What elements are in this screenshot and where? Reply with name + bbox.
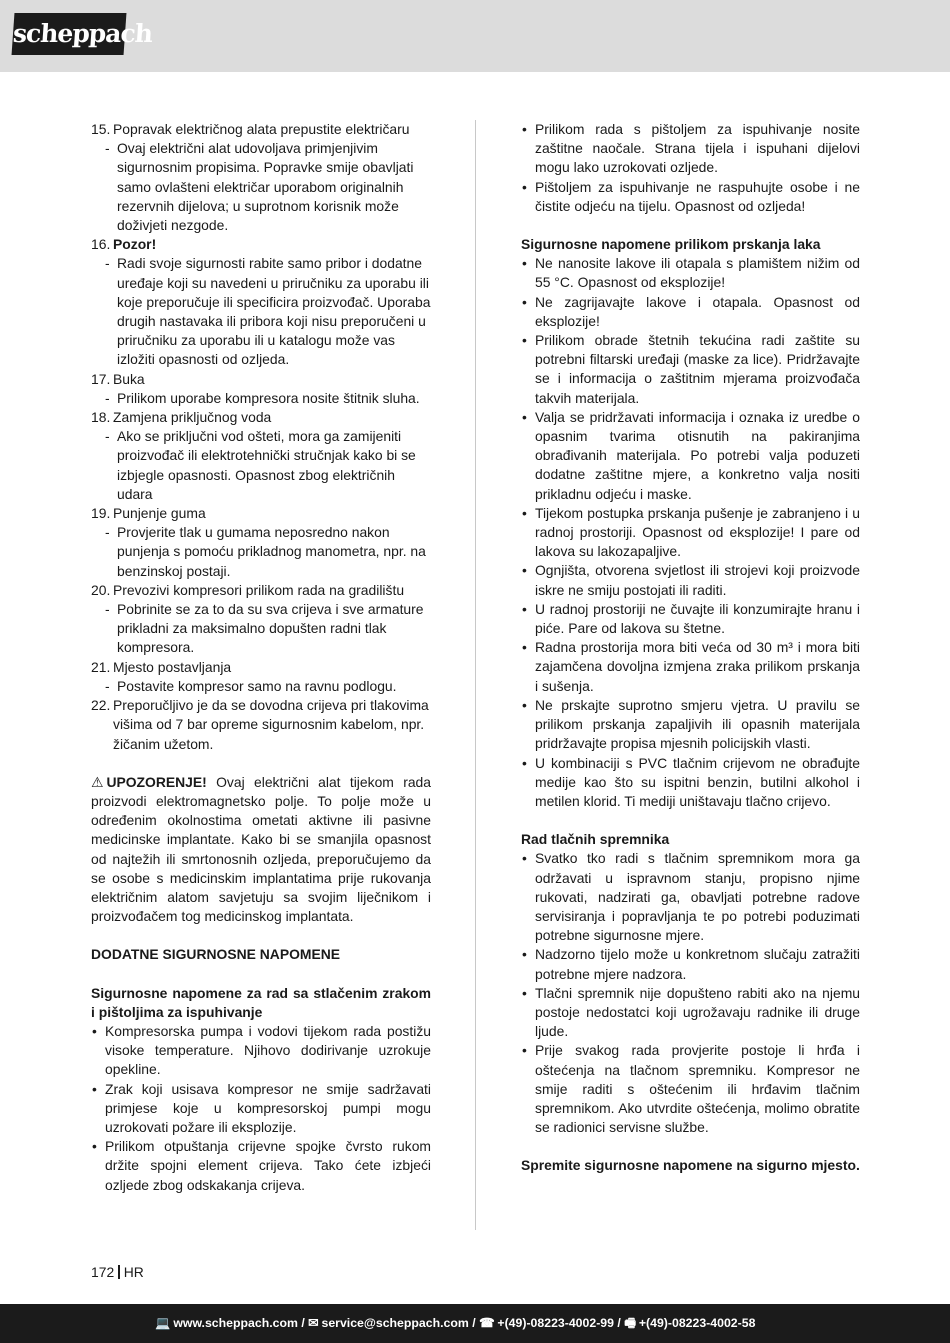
bullet-item: • Prilikom otpuštanja crijevne spojke čvrsto rukom držite spojni element crijeva. Tako ćete izbjeći ozljede zbog odskakanja crijeva. [91, 1137, 431, 1195]
list-item [91, 235, 431, 254]
item-detail: - Provjerite tlak u gumama neposredno nakon punjenja s pomoću prikladnog manometra, npr. na benzinskoj postaji. [91, 523, 431, 581]
phone-number: +(49)-08223-4002-99 / [497, 1316, 621, 1330]
list-item [91, 504, 431, 523]
list-item [91, 408, 431, 427]
item-detail: - Ovaj električni alat udovoljava primjenjivim sigurnosnim propisima. Popravke smije obavljati samo ovlašteni električar uporabom originalnih rezervnih dijelova; u suprotnom korisnik može doživjeti nezgode. [91, 139, 431, 235]
bullet-item: • Ne prskajte suprotno smjeru vjetra. U pravilu se prilikom prskanja zapaljivih ili opasnih materijala pridržavajte propisa mjesnih policijskih vlasti. [521, 696, 860, 754]
bullet-item: • Kompresorska pumpa i vodovi tijekom rada postižu visoke temperature. Njihovo dodirivanje uzrokuje opekline. [91, 1022, 431, 1080]
mail-icon: ✉ [308, 1316, 319, 1330]
item-number: 17. [91, 370, 111, 387]
item-number: 20. [91, 581, 111, 598]
fax-icon: 🖷 [624, 1316, 636, 1330]
list-item [91, 696, 431, 754]
bullet-item: • Valja se pridržavati informacija i oznaka iz uredbe o opasnim tvarima otisnutih na pakiranjima obrađivanih materijala. Po potrebi valja poduzeti dodatne zaštitne mjere, a konkretno valja nositi prikladnu odjeću i maske. [521, 408, 860, 504]
phone-icon: ☎ [479, 1316, 495, 1330]
fax-number: +(49)-08223-4002-58 [638, 1316, 756, 1330]
bullet-item: • Ne nanosite lakove ili otapala s plamištem nižim od 55 °C. Opasnost od eksplozije! [521, 254, 860, 292]
bullet-item: • Zrak koji usisava kompresor ne smije sadržavati primjese koje u kompresorskoj pumpi mogu uzrokovati požare ili eksplozije. [91, 1080, 431, 1138]
item-number: 16. [91, 236, 111, 253]
page-header [0, 0, 950, 72]
left-column [91, 120, 431, 1195]
bullet-item: • U radnoj prostoriji ne čuvajte ili konzumirajte hranu i piće. Pare od lakova su štetne. [521, 600, 860, 638]
warning-icon: ⚠ [91, 773, 104, 790]
item-title: Preporučljivo je da se dovodna crijeva pri tlakovima višima od 7 bar opreme sigurnosnim kabelom, npr. žičanim užetom. [113, 697, 429, 752]
bullet-item: • Radna prostorija mora biti veća od 30 m³ i mora biti zajamčena dovoljna izmjena zraka prilikom prskanja i sušenja. [521, 638, 860, 696]
list-item [91, 120, 431, 139]
item-title: Pozor! [113, 236, 157, 253]
item-number: 19. [91, 505, 111, 522]
list-item [91, 581, 431, 600]
bullet-item: • Pištoljem za ispuhivanje ne raspuhujte osobe i ne čistite odjeću na tijelu. Opasnost od ozljeda! [521, 178, 860, 216]
bullet-item: • Prilikom rada s pištoljem za ispuhivanje nosite zaštitne naočale. Strana tijela i ispuhani dijelovi mogu lako uzrokovati ozljede. [521, 120, 860, 178]
bullet-item: • Ne zagrijavajte lakove i otapala. Opasnost od eksplozije! [521, 293, 860, 331]
page-language: HR [123, 1264, 144, 1280]
bullet-item: • U kombinaciji s PVC tlačnim crijevom ne obrađujte medije kao što su ispitni benzin, butilni alkohol i metilen klorid. Ti mediji uništavaju tlačno crijevo. [521, 754, 860, 812]
item-title: Prevozivi kompresori prilikom rada na gradilištu [113, 581, 405, 598]
closing-note: Spremite sigurnosne napomene na sigurno mjesto. [521, 1157, 860, 1174]
bullet-item: • Ognjišta, otvorena svjetlost ili strojevi koji proizvode iskre ne smiju postojati ili raditi. [521, 561, 860, 599]
item-number: 22. [91, 697, 111, 714]
list-item [91, 370, 431, 389]
bullet-item: • Tlačni spremnik nije dopušteno rabiti ako na njemu postoje nedostatci koji ugrožavaju radnike ili druge ljude. [521, 984, 860, 1042]
sub-heading: Sigurnosne napomene prilikom prskanja laka [521, 236, 821, 253]
page-number-separator [118, 1265, 120, 1279]
item-number: 18. [91, 409, 111, 426]
item-number: 21. [91, 658, 111, 675]
bullet-item: • Prije svakog rada provjerite postoje li hrđa i oštećenja na tlačnom spremniku. Kompresor ne smije raditi s oštećenim ili hrđavim tlačnim spremnikom. Ako utvrdite oštećenja, molimo obratite se radionici servisne službe. [521, 1041, 860, 1137]
page-number [91, 1264, 144, 1280]
sub-heading: Rad tlačnih spremnika [521, 831, 670, 848]
item-title: Buka [113, 370, 145, 387]
scheppach-logo: scheppach [12, 13, 127, 55]
item-title: Popravak električnog alata prepustite električaru [113, 121, 410, 137]
warning-label: UPOZORENJE! [106, 773, 207, 790]
item-detail: - Ako se priključni vod ošteti, mora ga zamijeniti proizvođač ili elektrotehnički stručnjak kako bi se izbjegle opasnosti. Opasnost zbog električnih udara [91, 427, 431, 504]
right-column [521, 120, 860, 1176]
item-detail: - Postavite kompresor samo na ravnu podlogu. [91, 677, 431, 696]
page-footer [0, 1304, 950, 1343]
bullet-item: • Tijekom postupka prskanja pušenje je zabranjeno i u radnoj prostoriji. Opasnost od eksplozije! I pare od lakova su lakozapaljive. [521, 504, 860, 562]
computer-icon: 💻 [155, 1316, 171, 1330]
page-number-value: 172 [91, 1264, 115, 1280]
website-link[interactable]: www.scheppach.com / [173, 1316, 305, 1330]
item-detail: - Prilikom uporabe kompresora nosite štitnik sluha. [91, 389, 431, 408]
item-title: Zamjena priključnog voda [113, 409, 272, 426]
email-link[interactable]: service@scheppach.com / [321, 1316, 476, 1330]
bullet-item: • Prilikom obrade štetnih tekućina radi zaštite su potrebni filtarski uređaji (maske za lice). Pridržavajte se i informacija o zaštitnim mjerama proizvođača takvih materijala. [521, 331, 860, 408]
item-title: Mjesto postavljanja [113, 658, 232, 675]
item-detail: - Radi svoje sigurnosti rabite samo pribor i dodatne uređaje koji su navedeni u priručniku za uporabu ili koje preporučuje ili specificira proizvođač. Uporaba drugih nastavaka ili pribora koji nisu preporučeni u priručniku za uporabu ili u katalogu može vas izložiti opasnosti od ozljeda. [91, 254, 431, 369]
warning-text: Ovaj električni alat tijekom rada proizvodi elektromagnetsko polje. To polje može u određenim okolnostima ometati aktivne ili pasivne medicinske implantate. Kako bi se smanjila opasnost od najtežih ili smrtonosnih ozljeda, preporučujemo da se osobe s medicinskim implantatima prije rukovanja električnim alatom savjetuju sa svojim liječnikom i proizvođačem tog medicinskog implantata. [91, 773, 431, 925]
section-heading: DODATNE SIGURNOSNE NAPOMENE [91, 946, 341, 963]
item-detail: - Pobrinite se za to da su sva crijeva i sve armature prikladni za maksimalno dopušten radni tlak kompresora. [91, 600, 431, 658]
bullet-item: • Svatko tko radi s tlačnim spremnikom mora ga održavati u ispravnom stanju, propisno njime rukovati, nadzirati ga, obavljati potrebne radove servisiranja i popravljanja te po potrebi poduzimati potrebne sigurnosne mjere. [521, 849, 860, 945]
item-title: Punjenje guma [113, 505, 206, 522]
warning-paragraph [91, 773, 431, 927]
column-divider [475, 120, 476, 1230]
bullet-item: • Nadzorno tijelo može u konkretnom slučaju zatražiti potrebne mjere nadzora. [521, 945, 860, 983]
item-number: 15. [91, 121, 111, 137]
list-item [91, 658, 431, 677]
sub-heading: Sigurnosne napomene za rad sa stlačenim zrakom i pištoljima za ispuhivanje [91, 984, 431, 1020]
